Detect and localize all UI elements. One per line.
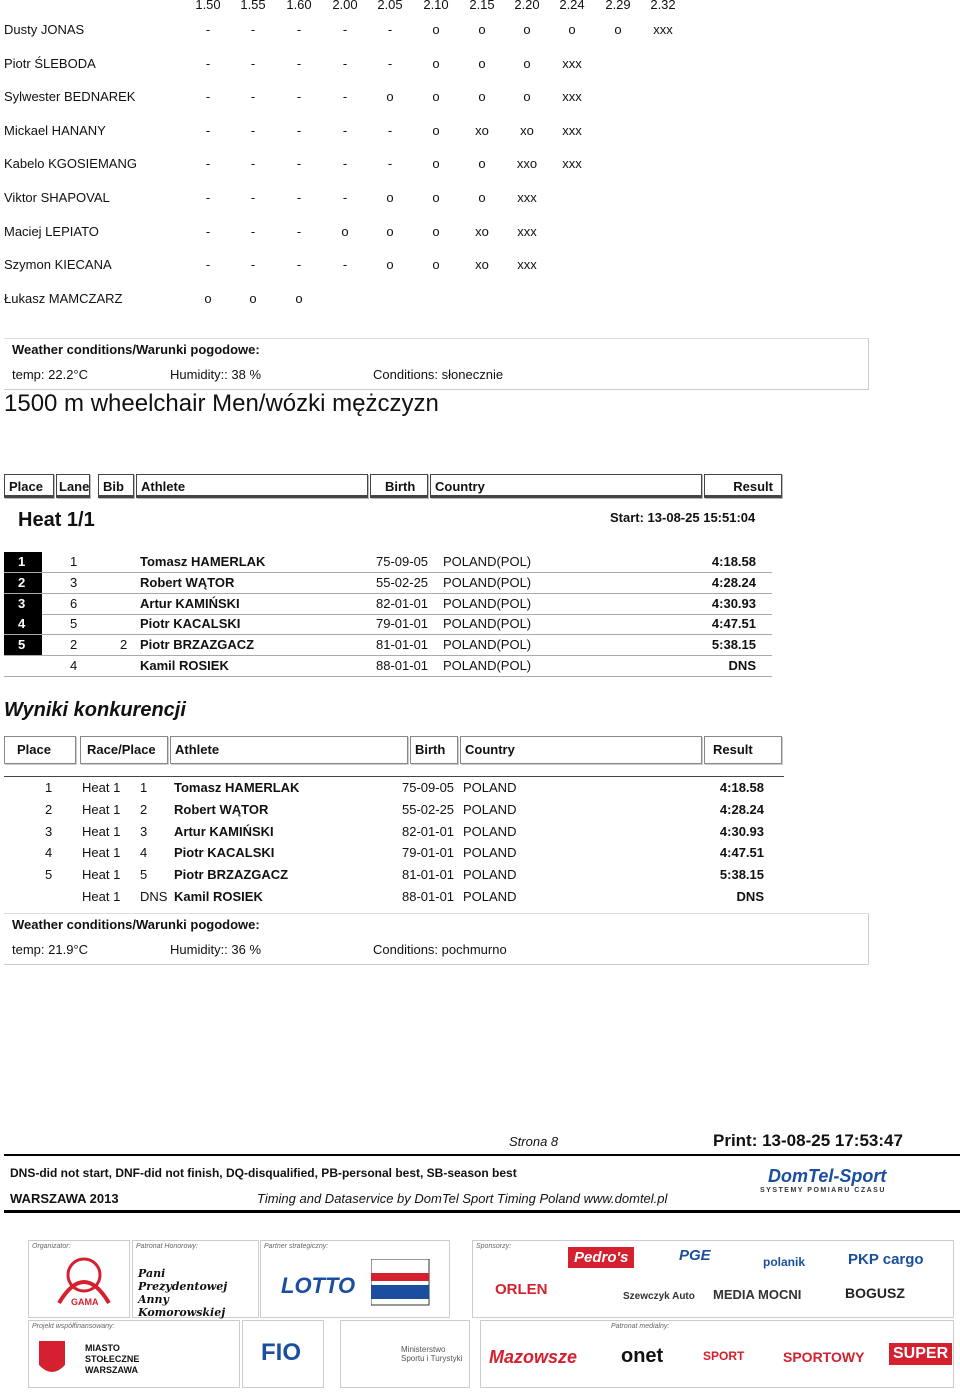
attempt-mark: o xyxy=(386,89,394,105)
country-cell: POLAND xyxy=(463,889,517,904)
attempt-mark: - xyxy=(387,122,393,138)
result-cell: 4:47.51 xyxy=(719,845,764,861)
place-cell: 2 xyxy=(45,801,53,817)
media-box xyxy=(480,1320,954,1388)
place-cell: 5 xyxy=(45,867,53,883)
sum-col-birth: Birth xyxy=(410,736,458,764)
pkp-cargo-logo: PKP cargo xyxy=(848,1251,924,1268)
athlete-row xyxy=(0,22,720,42)
athlete-cell: Kamil ROSIEK xyxy=(140,658,229,673)
attempt-mark: - xyxy=(205,223,211,239)
attempt-mark: - xyxy=(296,55,302,71)
summary-row xyxy=(0,867,800,889)
attempt-mark: xo xyxy=(475,223,489,239)
result-cell: 5:38.15 xyxy=(719,867,764,883)
place-cell: 3 xyxy=(4,594,42,614)
attempt-mark: - xyxy=(205,55,211,71)
attempt-mark: o xyxy=(249,290,257,306)
athlete-row xyxy=(0,224,720,244)
result-cell: 4:30.93 xyxy=(719,823,764,839)
warsaw-logo: MIASTO STOŁECZNE WARSZAWA xyxy=(85,1343,140,1375)
country-cell: POLAND xyxy=(463,845,517,861)
attempt-mark: - xyxy=(250,257,256,273)
race-cell: Heat 1 xyxy=(82,845,121,861)
attempt-mark: o xyxy=(432,122,440,138)
attempt-mark: xxx xyxy=(562,89,582,105)
lane-cell: 6 xyxy=(70,596,78,611)
attempt-mark: o xyxy=(432,156,440,172)
attempt-mark: xo xyxy=(520,122,534,138)
race-cell: Heat 1 xyxy=(82,823,121,839)
attempt-mark: - xyxy=(296,156,302,172)
place-cell: 4 xyxy=(4,614,42,634)
athlete-cell: Piotr KACALSKI xyxy=(140,616,241,631)
country-cell: POLAND xyxy=(463,780,517,795)
footer-rule xyxy=(4,1154,960,1156)
sportowy-logo: SPORTOWY xyxy=(783,1349,865,1365)
patron-label: Patronat Honorowy: xyxy=(136,1243,198,1250)
race-cell: Heat 1 xyxy=(82,780,121,795)
col-result: Result xyxy=(704,474,782,498)
attempt-mark: o xyxy=(478,190,486,205)
attempt-mark: - xyxy=(342,122,348,138)
country-cell: POLAND(POL) xyxy=(443,637,532,652)
summary-row xyxy=(0,780,800,802)
attempt-mark: - xyxy=(387,22,393,37)
pge-logo: PGE xyxy=(679,1247,711,1264)
athlete-cell: Piotr BRZAZGACZ xyxy=(140,637,255,652)
attempt-mark: xxx xyxy=(517,190,537,205)
birth-cell: 88-01-01 xyxy=(376,658,429,673)
attempt-mark: o xyxy=(478,55,486,71)
ministry-box xyxy=(340,1320,470,1388)
attempt-mark: - xyxy=(296,223,302,239)
divider xyxy=(4,776,784,777)
country-cell: POLAND(POL) xyxy=(443,616,532,631)
height-label: 2.32 xyxy=(650,0,676,12)
summary-title: Wyniki konkurencji xyxy=(4,699,186,721)
place-cell xyxy=(4,656,42,676)
height-label: 2.00 xyxy=(332,0,358,12)
media-label: Patronat medialny: xyxy=(611,1323,670,1330)
attempt-mark: - xyxy=(250,89,256,105)
country-cell: POLAND xyxy=(463,867,517,883)
domtel-sub: SYSTEMY POMIARU CZASU xyxy=(760,1187,886,1194)
athlete-name: Szymon KIECANA xyxy=(4,257,112,273)
col-bib: Bib xyxy=(98,474,134,498)
attempt-mark: - xyxy=(296,122,302,138)
summary-row xyxy=(0,824,800,846)
sport-logo: SPORT xyxy=(703,1349,745,1363)
fio-box xyxy=(242,1320,324,1388)
athlete-name: Mickael HANANY xyxy=(4,122,106,138)
partner-flag-icon xyxy=(371,1259,431,1307)
strategic-label: Partner strategiczny: xyxy=(264,1243,329,1250)
event-title: 1500 m wheelchair Men/wózki mężczyzn xyxy=(4,390,439,417)
athlete-row xyxy=(0,190,720,210)
athlete-cell: Robert WĄTOR xyxy=(140,575,235,590)
organizer-label: Organizator: xyxy=(32,1243,71,1250)
attempt-mark: - xyxy=(342,22,348,37)
athlete-cell: Tomasz HAMERLAK xyxy=(140,554,266,569)
attempt-mark: o xyxy=(341,223,349,239)
athlete-name: Maciej LEPIATO xyxy=(4,223,99,239)
attempt-mark: o xyxy=(386,190,394,205)
attempt-mark: o xyxy=(478,156,486,172)
lane-cell: 2 xyxy=(70,637,78,652)
athlete-row xyxy=(0,56,720,76)
sponsors-box xyxy=(472,1240,954,1318)
race-place-cell: 2 xyxy=(140,801,148,817)
lane-cell: 4 xyxy=(70,658,78,673)
country-cell: POLAND(POL) xyxy=(443,575,532,590)
attempt-mark: - xyxy=(250,55,256,71)
race-place-cell: 4 xyxy=(140,845,148,861)
table-row xyxy=(4,594,772,615)
legend: DNS-did not start, DNF-did not finish, DQ-disqualified, PB-personal best, SB-season best xyxy=(10,1166,517,1180)
attempt-mark: - xyxy=(205,89,211,105)
height-label: 2.20 xyxy=(514,0,540,12)
result-cell: 4:18.58 xyxy=(711,554,756,569)
col-lane: Lane xyxy=(56,474,90,498)
attempt-mark: - xyxy=(342,89,348,105)
result-cell: 4:28.24 xyxy=(719,801,764,817)
sum-col-race: Race/Place xyxy=(80,736,168,764)
place-cell: 1 xyxy=(4,552,42,572)
attempt-mark: - xyxy=(250,156,256,172)
col-country: Country xyxy=(430,474,702,498)
athlete-cell: Kamil ROSIEK xyxy=(174,889,263,904)
weather-conditions: Conditions: pochmurno xyxy=(373,942,507,957)
attempt-mark: - xyxy=(342,190,348,205)
polanik-logo: polanik xyxy=(763,1255,806,1269)
country-cell: POLAND(POL) xyxy=(443,554,532,569)
attempt-mark: - xyxy=(342,156,348,172)
attempt-mark: o xyxy=(386,257,394,273)
attempt-mark: - xyxy=(296,190,302,205)
attempt-mark: xxo xyxy=(516,156,538,172)
gama-name: GAMA xyxy=(71,1297,99,1307)
table-row xyxy=(4,573,772,594)
attempt-mark: o xyxy=(523,89,531,105)
attempt-mark: xxx xyxy=(517,257,537,273)
attempt-mark: o xyxy=(432,190,440,205)
attempt-mark: o xyxy=(432,55,440,71)
weather-conditions: Conditions: słonecznie xyxy=(373,367,504,382)
athlete-name: Dusty JONAS xyxy=(4,22,85,37)
weather-title: Weather conditions/Warunki pogodowe: xyxy=(12,917,260,932)
col-birth: Birth xyxy=(370,474,428,498)
weather-box-2 xyxy=(4,913,869,965)
height-label: 1.60 xyxy=(286,0,312,12)
ministry-logo: Ministerstwo Sportu i Turystyki xyxy=(401,1345,463,1363)
bib-cell: 2 xyxy=(120,637,128,652)
attempt-mark: - xyxy=(205,122,211,138)
sum-col-result: Result xyxy=(704,736,782,764)
height-label: 1.50 xyxy=(195,0,221,12)
heat-title: Heat 1/1 xyxy=(18,509,95,531)
attempt-mark: xxx xyxy=(653,22,673,37)
sum-col-athlete: Athlete xyxy=(170,736,408,764)
athlete-row xyxy=(0,123,720,143)
warsaw-crest-icon xyxy=(37,1339,67,1379)
birth-cell: 79-01-01 xyxy=(402,845,455,861)
summary-row xyxy=(0,889,800,911)
birth-cell: 75-09-05 xyxy=(376,554,429,569)
country-cell: POLAND(POL) xyxy=(443,658,532,673)
venue: WARSZAWA 2013 xyxy=(10,1191,119,1206)
country-cell: POLAND(POL) xyxy=(443,596,532,611)
sponsors-label: Sponsorzy: xyxy=(476,1243,512,1250)
birth-cell: 55-02-25 xyxy=(376,575,429,590)
race-cell: Heat 1 xyxy=(82,867,121,883)
mediamocni-logo: MEDIA MOCNI xyxy=(713,1287,802,1302)
attempt-mark: - xyxy=(387,55,393,71)
place-cell: 3 xyxy=(45,823,53,839)
birth-cell: 75-09-05 xyxy=(402,780,455,795)
attempt-mark: - xyxy=(205,257,211,273)
weather-humidity: Humidity:: 36 % xyxy=(170,942,262,957)
attempt-mark: - xyxy=(296,22,302,37)
table-row xyxy=(4,656,772,677)
lane-cell: 1 xyxy=(70,554,78,569)
szewczyk-logo: Szewczyk Auto xyxy=(623,1291,695,1302)
place-cell: 4 xyxy=(45,845,53,861)
super-logo: SUPER xyxy=(889,1343,952,1365)
page-number: Strona 8 xyxy=(509,1134,559,1149)
height-label: 2.05 xyxy=(377,0,403,12)
bogusz-logo: BOGUSZ xyxy=(845,1285,905,1301)
cofinanced-box xyxy=(28,1320,240,1388)
pedros-logo: Pedro's xyxy=(568,1247,634,1268)
birth-cell: 82-01-01 xyxy=(402,823,455,839)
attempt-mark: o xyxy=(614,22,622,37)
table-row xyxy=(4,614,772,635)
attempt-mark: o xyxy=(432,257,440,273)
attempt-mark: - xyxy=(205,156,211,172)
cofinanced-label: Projekt współfinansowany: xyxy=(32,1323,115,1330)
attempt-mark: - xyxy=(387,156,393,172)
athlete-cell: Artur KAMIŃSKI xyxy=(174,823,274,839)
height-label: 2.29 xyxy=(605,0,631,12)
col-athlete: Athlete xyxy=(136,474,368,498)
attempt-mark: o xyxy=(386,223,394,239)
mazowsze-logo: Mazowsze xyxy=(489,1347,578,1367)
birth-cell: 88-01-01 xyxy=(402,889,455,904)
athlete-cell: Robert WĄTOR xyxy=(174,801,269,817)
attempt-mark: - xyxy=(296,89,302,105)
athlete-cell: Artur KAMIŃSKI xyxy=(140,596,240,611)
athlete-name: Viktor SHAPOVAL xyxy=(4,190,110,205)
attempt-mark: o xyxy=(432,22,440,37)
country-cell: POLAND xyxy=(463,823,517,839)
athlete-name: Sylwester BEDNAREK xyxy=(4,89,136,105)
result-cell: 4:30.93 xyxy=(711,596,756,611)
race-place-cell: 5 xyxy=(140,867,148,883)
athlete-cell: Piotr KACALSKI xyxy=(174,845,275,861)
result-cell: 4:47.51 xyxy=(711,616,756,631)
weather-title: Weather conditions/Warunki pogodowe: xyxy=(12,342,260,357)
birth-cell: 55-02-25 xyxy=(402,801,455,817)
table-row xyxy=(4,552,772,573)
result-cell: 5:38.15 xyxy=(711,637,756,652)
place-cell: 2 xyxy=(4,573,42,593)
result-cell: 4:18.58 xyxy=(719,780,764,795)
athlete-name: Piotr ŚLEBODA xyxy=(4,55,96,71)
athlete-name: Łukasz MAMCZARZ xyxy=(4,290,123,306)
race-place-cell: DNS xyxy=(140,889,168,904)
attempt-mark: - xyxy=(250,22,256,37)
birth-cell: 81-01-01 xyxy=(402,867,455,883)
birth-cell: 81-01-01 xyxy=(376,637,429,652)
athlete-row xyxy=(0,89,720,109)
birth-cell: 82-01-01 xyxy=(376,596,429,611)
orlen-logo: ORLEN xyxy=(495,1281,548,1298)
attempt-mark: - xyxy=(250,122,256,138)
sum-col-place: Place xyxy=(4,736,76,764)
height-label: 2.15 xyxy=(469,0,495,12)
fio-logo: FIO xyxy=(261,1339,301,1366)
race-place-cell: 1 xyxy=(140,780,148,795)
attempt-mark: - xyxy=(250,190,256,205)
onet-logo: onet xyxy=(621,1345,664,1367)
attempt-mark: - xyxy=(205,190,211,205)
attempt-mark: xxx xyxy=(517,223,537,239)
athlete-row xyxy=(0,156,720,176)
athlete-cell: Piotr BRZAZGACZ xyxy=(174,867,289,883)
result-cell: 4:28.24 xyxy=(711,575,756,590)
race-cell: Heat 1 xyxy=(82,889,121,904)
race-cell: Heat 1 xyxy=(82,801,121,817)
result-cell: DNS xyxy=(736,889,764,904)
table-row xyxy=(4,635,772,656)
place-cell: 1 xyxy=(45,780,53,795)
attempt-mark: - xyxy=(250,223,256,239)
attempt-mark: - xyxy=(296,257,302,273)
athlete-row xyxy=(0,291,720,311)
attempt-mark: o xyxy=(523,55,531,71)
race-place-cell: 3 xyxy=(140,823,148,839)
print-time: Print: 13-08-25 17:53:47 xyxy=(713,1131,903,1150)
attempt-mark: o xyxy=(478,89,486,105)
patron-text: Pani Prezydentowej Anny Komorowskiej xyxy=(138,1267,228,1319)
weather-humidity: Humidity:: 38 % xyxy=(170,367,262,382)
organizer-box xyxy=(28,1240,130,1318)
attempt-mark: o xyxy=(204,290,212,306)
attempt-mark: - xyxy=(205,22,211,37)
attempt-mark: xxx xyxy=(562,122,582,138)
domtel-logo: DomTel-Sport xyxy=(768,1166,887,1186)
attempt-mark: o xyxy=(478,22,486,37)
col-place: Place xyxy=(4,474,54,498)
attempt-mark: - xyxy=(342,55,348,71)
weather-box-1 xyxy=(4,338,869,390)
attempt-mark: xxx xyxy=(562,55,582,71)
attempt-mark: o xyxy=(432,89,440,105)
attempt-mark: xxx xyxy=(562,156,582,172)
result-cell: DNS xyxy=(728,658,756,673)
timing-credit: Timing and Dataservice by DomTel Sport Timing Poland www.domtel.pl xyxy=(257,1191,668,1206)
attempt-mark: o xyxy=(295,290,303,306)
attempt-mark: - xyxy=(342,257,348,273)
attempt-mark: xo xyxy=(475,122,489,138)
athlete-row xyxy=(0,257,720,277)
strategic-box xyxy=(260,1240,450,1318)
footer-rule-2 xyxy=(4,1210,960,1213)
lane-cell: 3 xyxy=(70,575,78,590)
lotto-logo: LOTTO xyxy=(281,1273,356,1298)
athlete-cell: Tomasz HAMERLAK xyxy=(174,780,300,795)
lane-cell: 5 xyxy=(70,616,78,631)
place-cell: 5 xyxy=(4,635,42,655)
summary-row xyxy=(0,802,800,824)
weather-temp: temp: 21.9°C xyxy=(12,942,89,957)
attempt-mark: o xyxy=(523,22,531,37)
heat-start: Start: 13-08-25 15:51:04 xyxy=(610,510,756,525)
country-cell: POLAND xyxy=(463,801,517,817)
attempt-mark: o xyxy=(568,22,576,37)
weather-temp: temp: 22.2°C xyxy=(12,367,89,382)
birth-cell: 79-01-01 xyxy=(376,616,429,631)
patron-box xyxy=(132,1240,259,1318)
summary-row xyxy=(0,845,800,867)
height-label: 2.24 xyxy=(559,0,585,12)
height-label: 2.10 xyxy=(423,0,449,12)
sum-col-country: Country xyxy=(460,736,702,764)
athlete-name: Kabelo KGOSIEMANG xyxy=(4,156,137,172)
attempt-mark: o xyxy=(432,223,440,239)
attempt-mark: xo xyxy=(475,257,489,273)
height-label: 1.55 xyxy=(240,0,266,12)
